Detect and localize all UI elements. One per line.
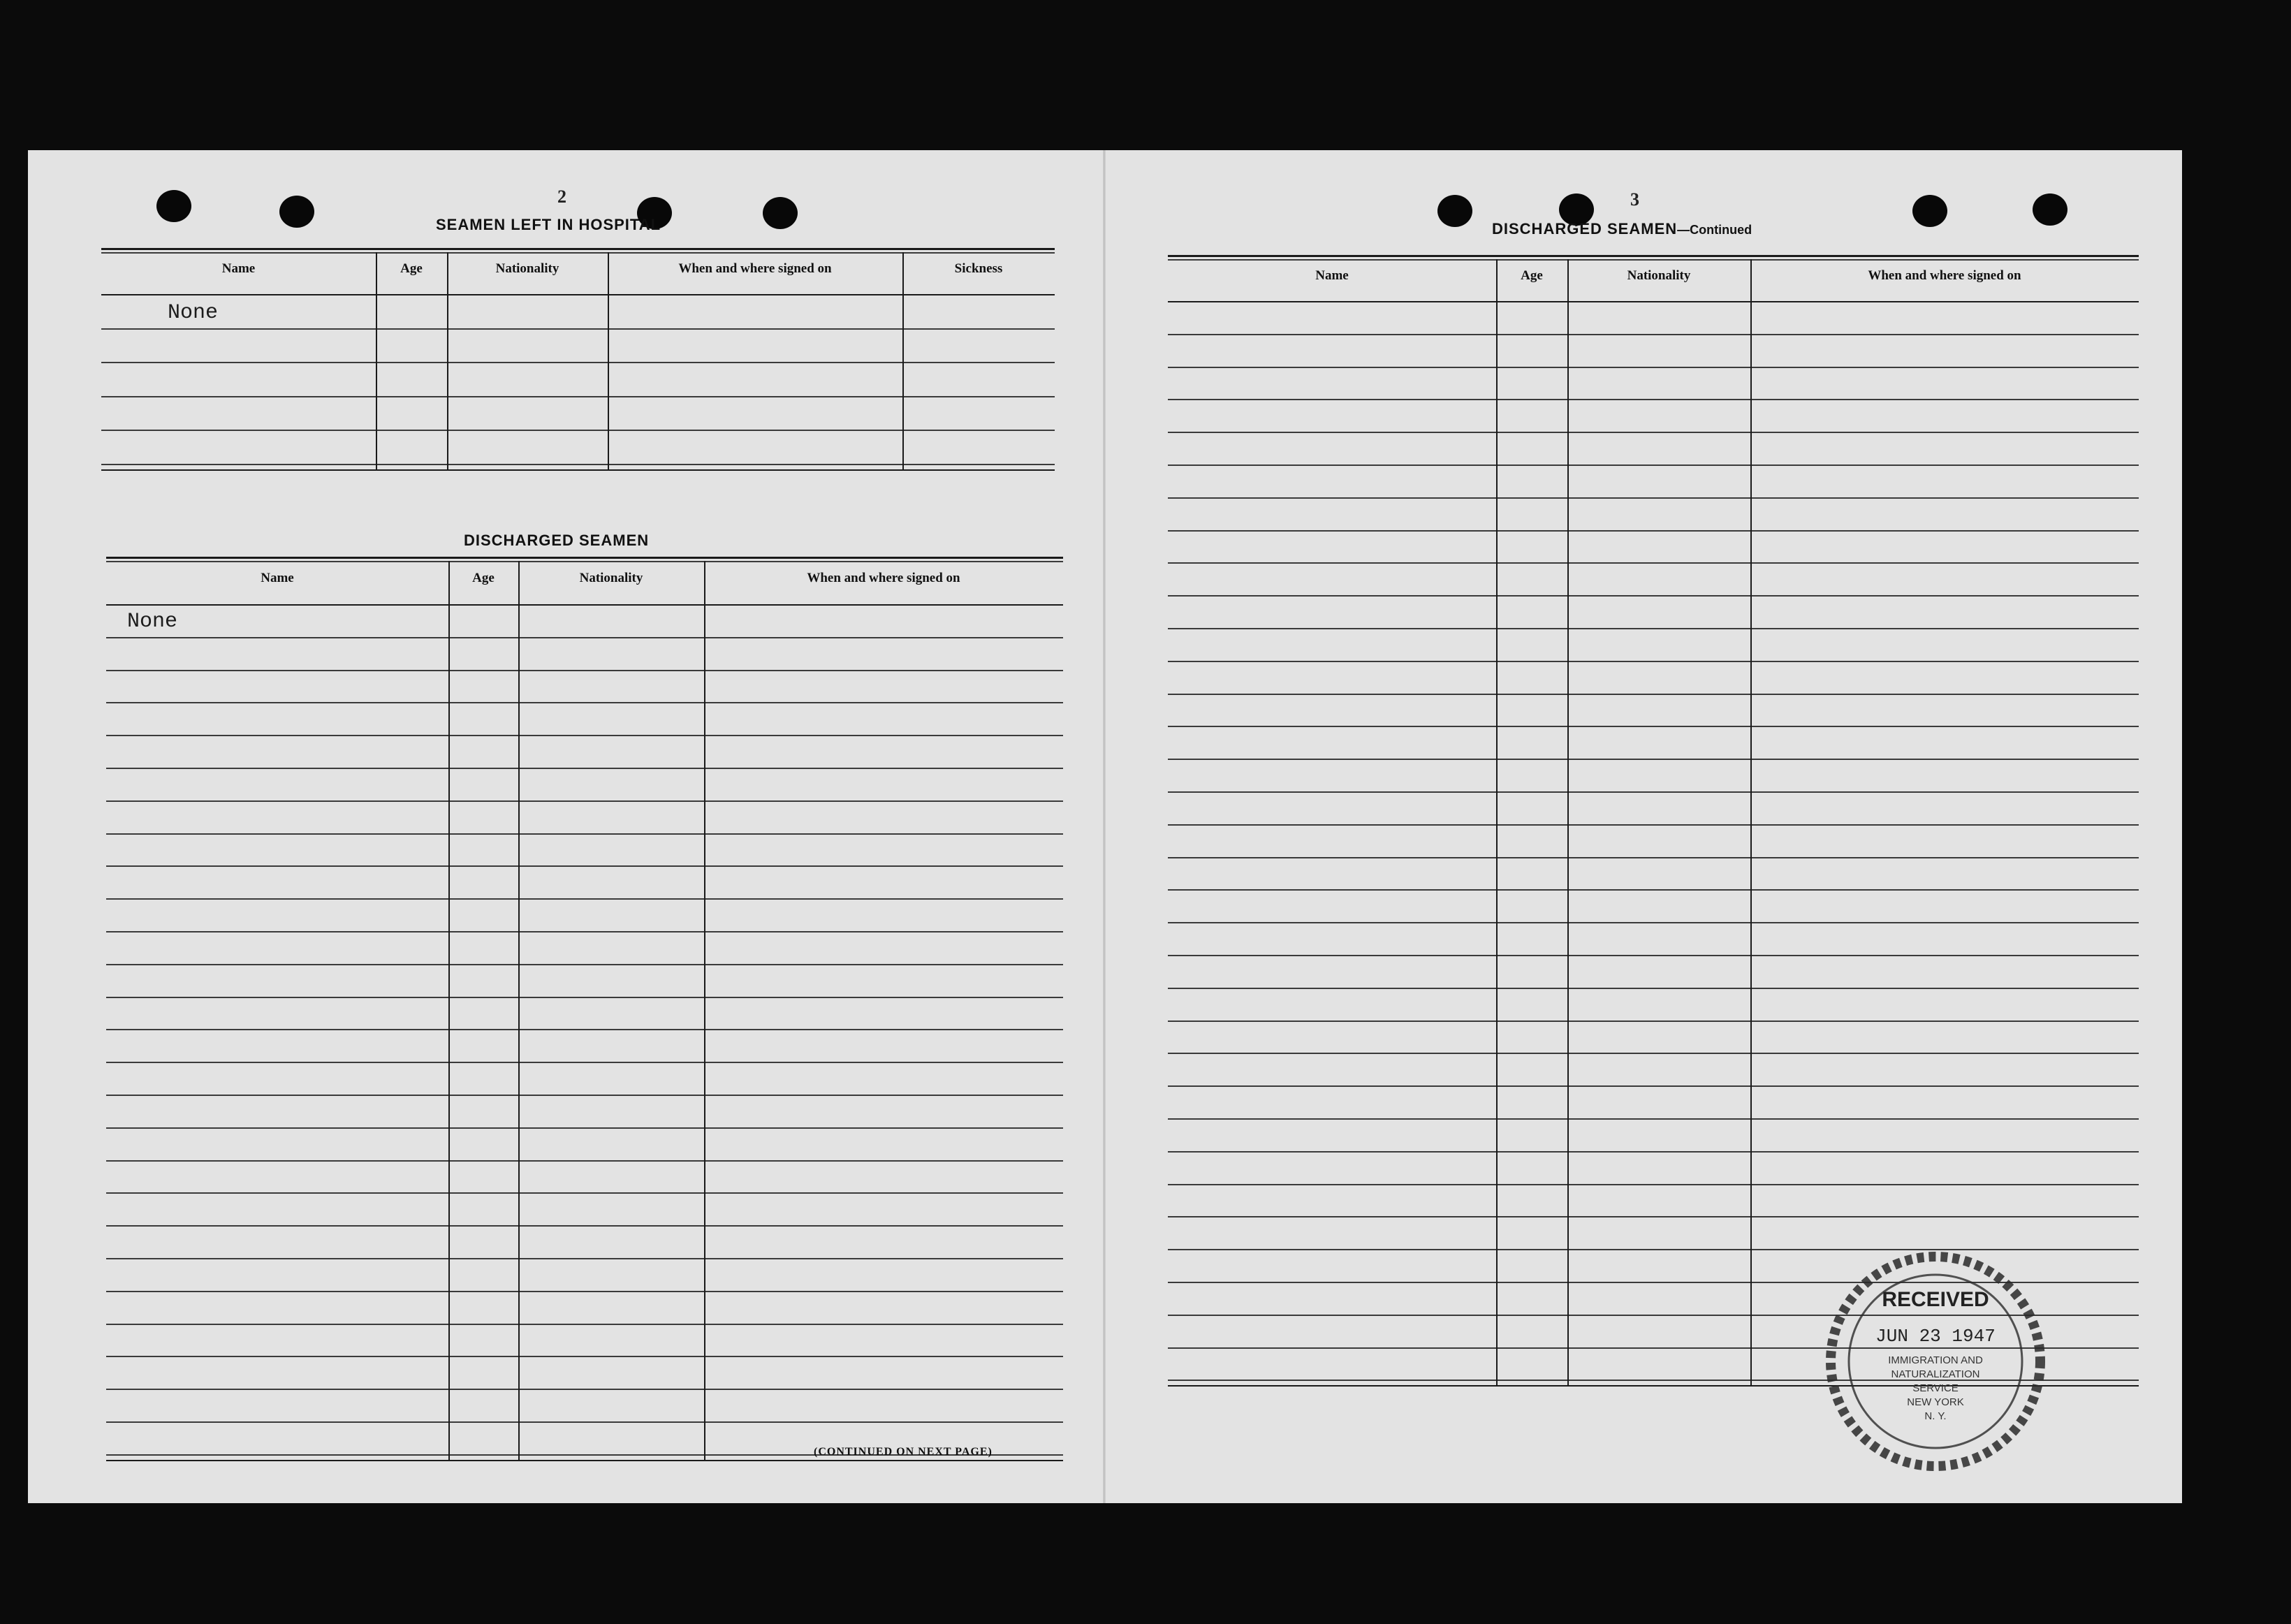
continued-title-suffix: —Continued [1677,223,1752,237]
punch-hole [279,196,314,228]
column-header: Nationality [1627,268,1691,283]
table-row-rule [101,362,1055,363]
table-row-rule [106,1421,1063,1423]
table-column-rule [608,252,609,469]
table-row-rule [1168,432,2139,433]
table-row-rule [1168,857,2139,858]
table-row-rule [106,800,1063,802]
page-number-right: 3 [1630,189,1639,210]
discharged-section-title: DISCHARGED SEAMEN [464,532,650,549]
table-row-rule [106,1356,1063,1357]
table-row-rule [1168,1151,2139,1153]
table-row-rule [106,1324,1063,1325]
table-column-rule [448,561,450,1460]
table-row-rule [106,1127,1063,1129]
discharged-table [106,557,1060,1465]
hospital-section-title: SEAMEN LEFT IN HOSPITAL [436,216,661,233]
table-row-rule [1168,595,2139,597]
table-top-rule [106,557,1063,559]
table-row-rule [106,1160,1063,1162]
table-row-rule [101,430,1055,431]
column-header: Name [1315,268,1349,283]
table-row-rule [1168,367,2139,368]
column-header: Age [400,261,423,276]
column-header: Name [221,261,256,276]
stamp-line: SERVICE [1912,1382,1959,1394]
stamp-received: RECEIVED [1882,1288,1989,1311]
column-header: When and where signed on [1868,268,2021,283]
table-column-rule [447,252,448,469]
table-row-rule [106,1258,1063,1259]
table-entry-name: None [127,610,178,634]
table-row-rule [1168,399,2139,400]
table-row-rule [106,865,1063,867]
stamp-line: IMMIGRATION AND [1888,1354,1983,1366]
table-row-rule [1168,791,2139,793]
table-row-rule [106,1291,1063,1292]
table-row-rule [106,964,1063,965]
table-column-rule [518,561,520,1460]
table-row-rule [1168,759,2139,760]
table-entry-name: None [168,301,219,325]
table-row-rule [106,1389,1063,1390]
table-row-rule [1168,1118,2139,1120]
table-row-rule [1168,1085,2139,1087]
column-header: Name [261,571,294,585]
received-stamp [1824,1250,2047,1472]
table-row-rule [1168,464,2139,466]
table-header-rule [106,604,1063,606]
column-header: When and where signed on [807,571,960,585]
table-row-rule [1168,824,2139,826]
table-bottom-rule [106,1460,1063,1461]
table-top-rule [101,252,1055,254]
stamp-line: NEW YORK [1907,1396,1964,1408]
punch-hole [1912,195,1947,227]
table-row-rule [1168,497,2139,499]
stamp-line: N. Y. [1924,1410,1947,1422]
page-number-left: 2 [557,186,566,207]
continued-footer: (CONTINUED ON NEXT PAGE) [814,1446,993,1458]
table-row-rule [1168,955,2139,956]
table-row-rule [106,833,1063,835]
table-row-rule [1168,661,2139,662]
column-header: Age [1521,268,1543,283]
column-header: Age [472,571,495,585]
table-row-rule [1168,726,2139,727]
table-row-rule [1168,922,2139,923]
table-top-rule [101,248,1055,250]
table-row-rule [106,1029,1063,1030]
table-row-rule [106,997,1063,998]
continued-title-main: DISCHARGED SEAMEN [1492,220,1678,237]
table-row-rule [106,637,1063,638]
table-row-rule [101,328,1055,330]
continued-section-title [1492,220,1752,238]
table-row-rule [1168,1216,2139,1217]
table-row-rule [106,735,1063,736]
punch-hole [156,190,191,222]
column-header: When and where signed on [678,261,832,276]
table-row-rule [1168,334,2139,335]
table-row-rule [1168,628,2139,629]
table-header-rule [1168,301,2139,302]
table-row-rule [106,1192,1063,1194]
stamp-date: JUN 23 1947 [1875,1326,1996,1347]
table-row-rule [106,768,1063,769]
table-column-rule [1567,259,1569,1385]
table-row-rule [1168,988,2139,989]
table-row-rule [106,1225,1063,1227]
table-row-rule [106,1062,1063,1063]
column-header: Sickness [954,261,1003,276]
table-row-rule [1168,889,2139,891]
table-bottom-rule [101,469,1055,471]
table-row-rule [106,1095,1063,1096]
table-row-rule [106,898,1063,900]
column-header: Nationality [495,261,559,276]
table-row-rule [106,670,1063,671]
table-top-rule [1168,259,2139,261]
center-fold [1103,150,1106,1503]
table-column-rule [1750,259,1752,1385]
table-column-rule [902,252,904,469]
table-header-rule [101,294,1055,295]
table-row-rule [101,464,1055,465]
table-row-rule [1168,1053,2139,1054]
table-row-rule [1168,1184,2139,1185]
punch-hole [2033,193,2067,226]
table-column-rule [704,561,705,1460]
punch-hole [1437,195,1472,227]
table-row-rule [106,702,1063,703]
table-row-rule [1168,694,2139,695]
table-row-rule [1168,562,2139,564]
table-row-rule [101,396,1055,397]
column-header: Nationality [579,571,643,585]
table-top-rule [106,561,1063,562]
table-column-rule [376,252,377,469]
punch-hole [763,197,798,229]
table-row-rule [1168,530,2139,532]
stamp-line: NATURALIZATION [1891,1368,1980,1380]
table-row-rule [1168,1021,2139,1022]
table-column-rule [1496,259,1498,1385]
table-top-rule [1168,255,2139,257]
table-row-rule [106,931,1063,932]
